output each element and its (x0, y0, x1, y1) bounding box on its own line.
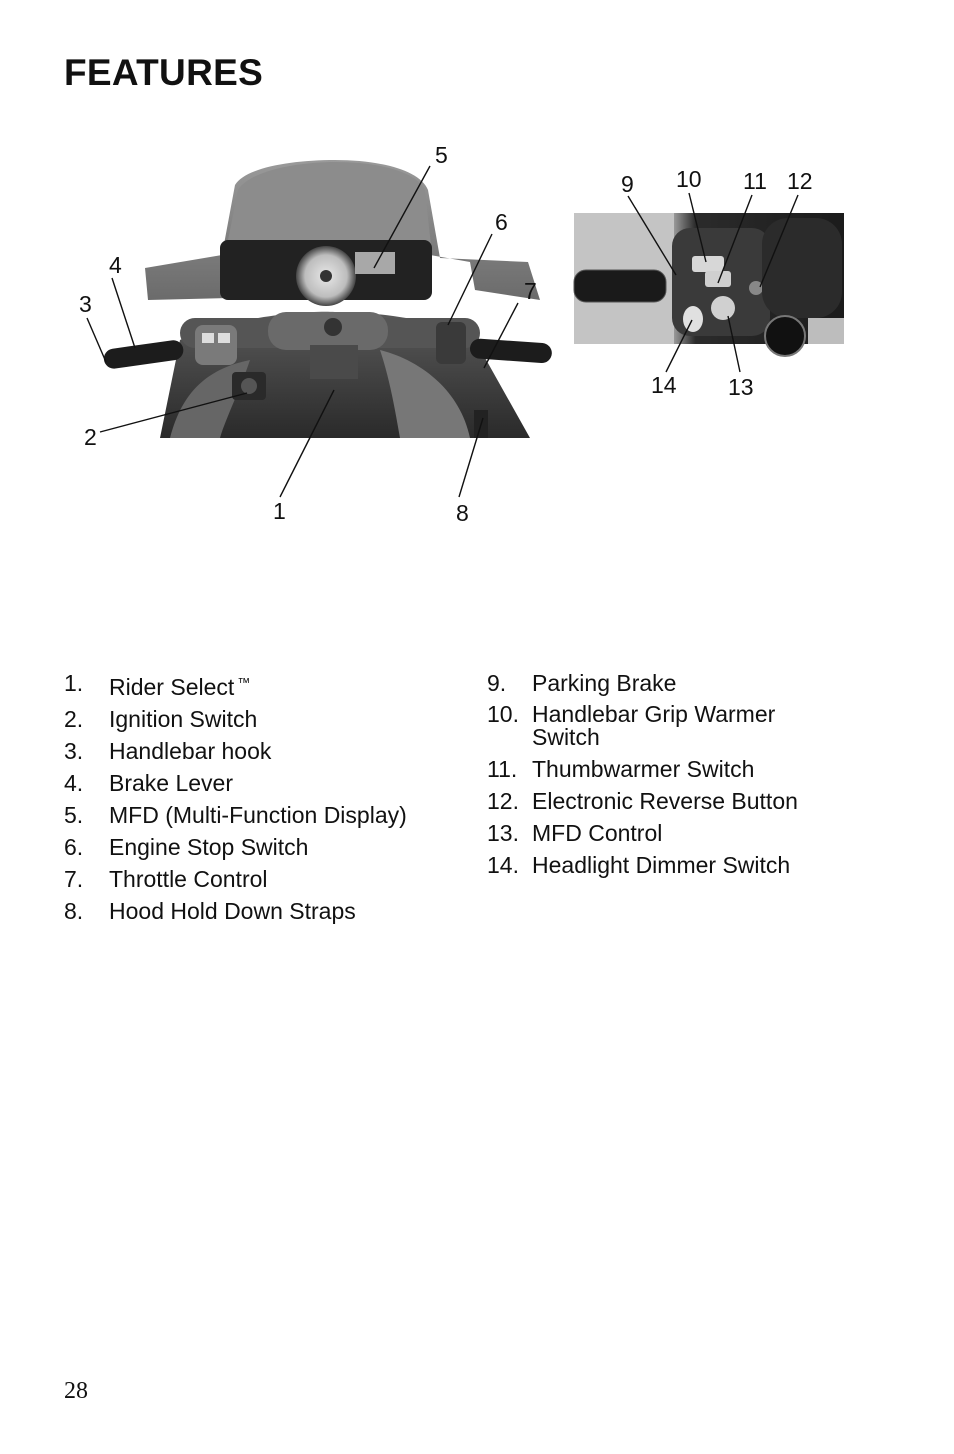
list-item: 14. Headlight Dimmer Switch (487, 852, 791, 878)
list-item: 11. Thumbwarmer Switch (487, 756, 755, 782)
list-item: 1. Rider Select ™ (64, 670, 251, 700)
callout-3: 3 (79, 291, 92, 317)
callout-6: 6 (495, 209, 508, 235)
features-list-left (64, 671, 464, 923)
list-item: 8. Hood Hold Down Straps (64, 898, 356, 924)
callout-4: 4 (109, 252, 122, 278)
features-list-right (487, 671, 847, 877)
page-title: FEATURES (64, 52, 264, 93)
callout-11: 11 (743, 168, 767, 194)
callout-7: 7 (524, 278, 537, 304)
left-switch-housing (195, 325, 237, 365)
callout-1: 1 (273, 498, 286, 524)
closeup-grip (574, 270, 666, 302)
list-item: 13. MFD Control (487, 820, 663, 846)
mfd-display (355, 252, 395, 274)
callout-12: 12 (787, 168, 813, 194)
callout-2: 2 (84, 424, 97, 450)
list-item: 6. Engine Stop Switch (64, 834, 309, 860)
features-figure (0, 0, 954, 560)
callout-14: 14 (651, 372, 677, 398)
list-item: 4. Brake Lever (64, 770, 234, 796)
trademark-symbol: ™ (237, 675, 251, 690)
controls-closeup-photo (574, 213, 844, 356)
rider-select-label (310, 345, 358, 379)
list-item: 2. Ignition Switch (64, 706, 258, 732)
callout-9: 9 (621, 171, 634, 197)
closeup-right-grip (762, 218, 842, 318)
list-item: 10. Handlebar Grip Warmer Switch (487, 701, 776, 750)
left-grip (103, 339, 185, 370)
list-item: 12. Electronic Reverse Button (487, 788, 798, 814)
snowmobile-front-photo (103, 160, 553, 438)
callout-13: 13 (728, 374, 754, 400)
callout-5: 5 (435, 142, 448, 168)
list-item: 5. MFD (Multi-Function Display) (64, 802, 407, 828)
callout-8: 8 (456, 500, 469, 526)
page-number: 28 (64, 1378, 88, 1404)
list-item: 3. Handlebar hook (64, 738, 272, 764)
list-item: 7. Throttle Control (64, 866, 268, 892)
list-item: 9. Parking Brake (487, 670, 677, 696)
callout-10: 10 (676, 166, 702, 192)
